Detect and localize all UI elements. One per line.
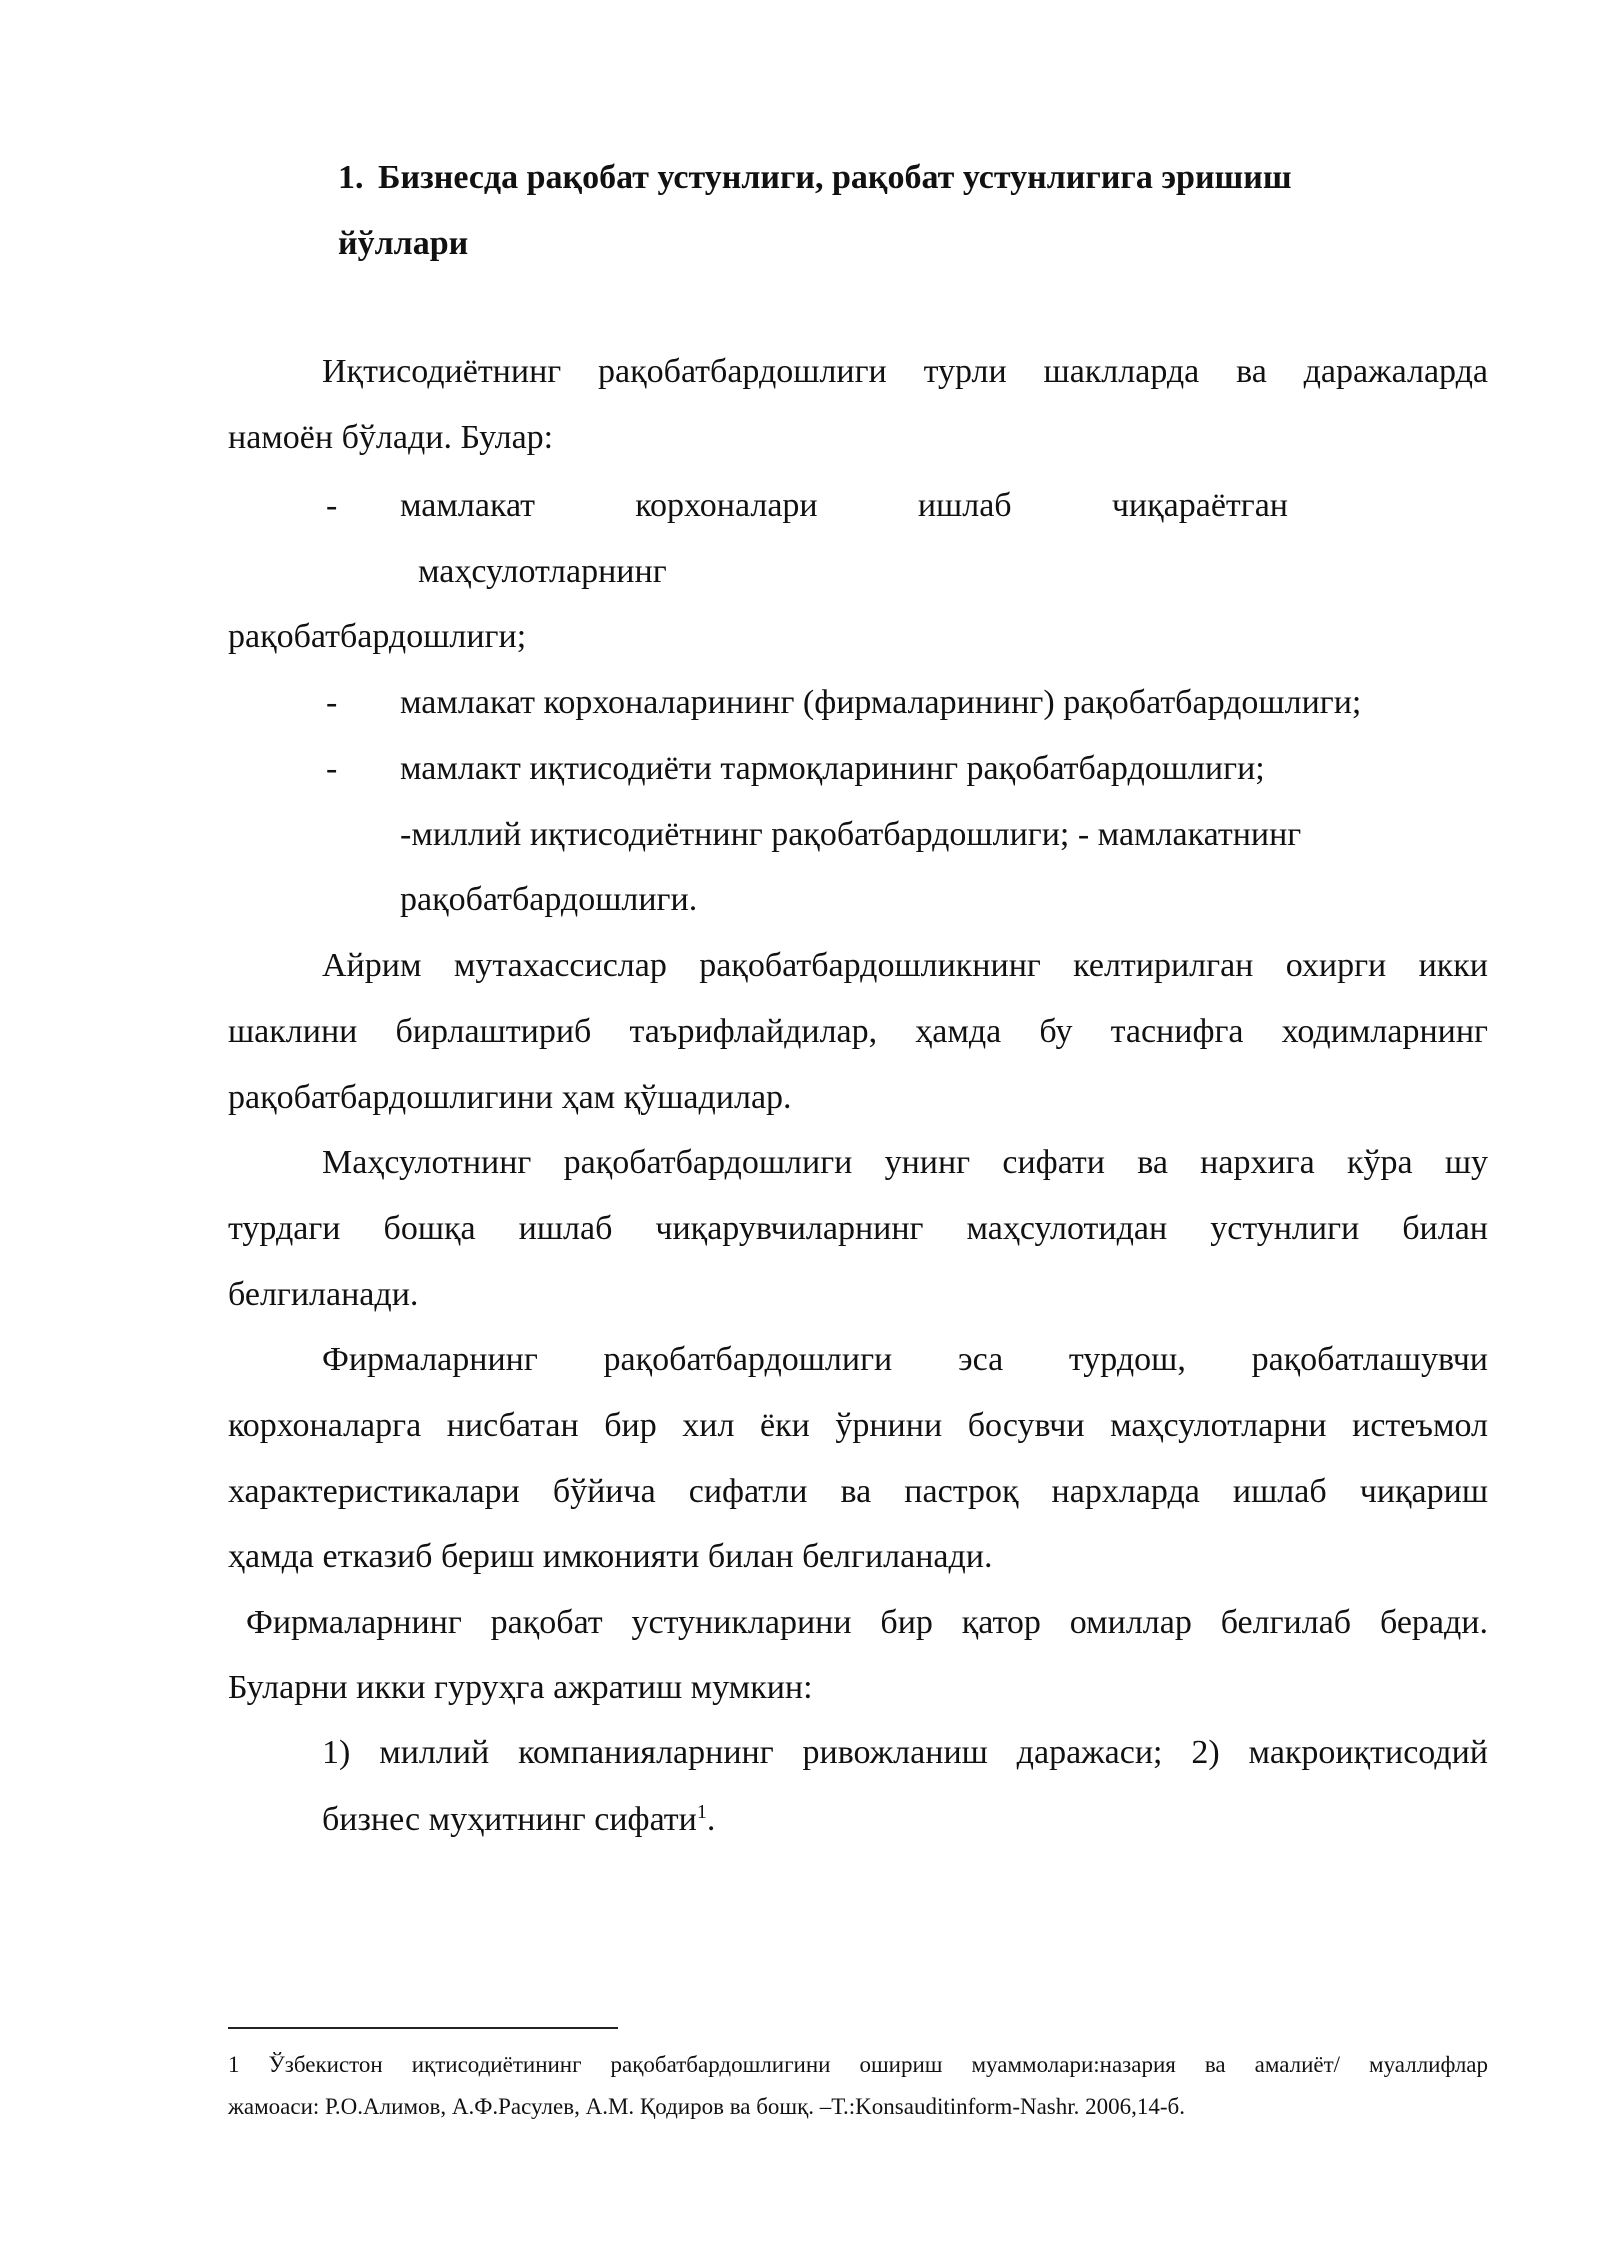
paragraph-3-line-3: белгиланади. [228, 1276, 419, 1313]
paragraph-6-line-2 [322, 1800, 715, 1840]
footnote-line-2: жамоаси: Р.О.Алимов, А.Ф.Расулев, А.М. Қодиров ва бошқ. –Т.:Konsauditinform-Nashr. 2006,14-б. [228, 2094, 1186, 2119]
list-item-2-text: мамлакат корхоналарининг (фирмаларининг) рақобатбардошлиги; [400, 684, 1362, 721]
paragraph-2-line-1: Айрим мутахассислар рақобатбардошликнинг келтирилган охирги икки [322, 947, 1488, 984]
heading-text-line-1: Бизнесда рақобат устунлиги, рақобат устунлигига эришиш [378, 159, 1292, 196]
list-item-1-dash: - [326, 487, 338, 524]
paragraph-4-line-3: характеристикалари бўйича сифатли ва пастроқ нархларда ишлаб чиқариш [228, 1473, 1488, 1510]
list-item-4-line-1: -миллий иқтисодиётнинг рақобатбардошлиги; - мамлакатнинг [400, 816, 1302, 853]
footnote-line-1: 1 Ўзбекистон иқтисодиётининг рақобатбардошлигини ошириш муаммолари:назария ва амалиёт/ муаллифлар [228, 2052, 1488, 2077]
paragraph-6-line-2-text: бизнес муҳитнинг сифати [322, 1801, 697, 1838]
paragraph-1-line-2: намоён бўлади. Булар: [228, 419, 554, 456]
list-item-1-part-1: мамлакат корхоналари ишлаб чиқараётган [400, 487, 1288, 524]
footnote-reference[interactable]: 1 [696, 1801, 707, 1823]
paragraph-4-line-1: Фирмаларнинг рақобатбардошлиги эса турдош, рақобатлашувчи [322, 1341, 1488, 1378]
section-heading [338, 145, 1478, 277]
heading-number: 1. [338, 159, 364, 196]
list-item-2-dash: - [326, 684, 338, 721]
paragraph-4-line-4: ҳамда етказиб бериш имконияти билан белгиланади. [228, 1538, 993, 1575]
paragraph-5-line-1: Фирмаларнинг рақобат устуникларини бир қатор омиллар белгилаб беради. [246, 1604, 1488, 1641]
footnote-separator [228, 2027, 618, 2029]
paragraph-2-line-2: шаклини бирлаштириб таърифлайдилар, ҳамда бу таснифга ходимларнинг [228, 1013, 1488, 1050]
paragraph-6-line-1: 1) миллий компанияларнинг ривожланиш даражаси; 2) макроиқтисодий [322, 1734, 1488, 1771]
paragraph-4-line-2: корхоналарга нисбатан бир хил ёки ўрнини босувчи маҳсулотларни истеъмол [228, 1407, 1488, 1444]
paragraph-1-line-1: Иқтисодиётнинг рақобатбардошлиги турли шаклларда ва даражаларда [322, 353, 1488, 390]
list-item-3-text: мамлакт иқтисодиёти тармоқларининг рақобатбардошлиги; [400, 750, 1265, 787]
paragraph-5-line-2: Буларни икки гуруҳга ажратиш мумкин: [228, 1669, 813, 1706]
paragraph-2-line-3: рақобатбардошлигини ҳам қўшадилар. [228, 1079, 792, 1116]
list-item-4-line-2: рақобатбардошлиги. [400, 881, 698, 918]
list-item-1-part-2: маҳсулотларнинг [418, 553, 667, 590]
paragraph-3-line-2: турдаги бошқа ишлаб чиқарувчиларнинг маҳсулотидан устунлиги билан [228, 1210, 1488, 1247]
heading-text-line-2: йўллари [338, 225, 469, 262]
list-item-3-dash: - [326, 750, 338, 787]
list-item-1-part-3: рақобатбардошлиги; [228, 618, 527, 655]
heading-line-1 [338, 145, 1478, 211]
paragraph-3-line-1: Маҳсулотнинг рақобатбардошлиги унинг сифати ва нархига кўра шу [322, 1144, 1488, 1181]
paragraph-6-line-2-end: . [706, 1801, 716, 1838]
